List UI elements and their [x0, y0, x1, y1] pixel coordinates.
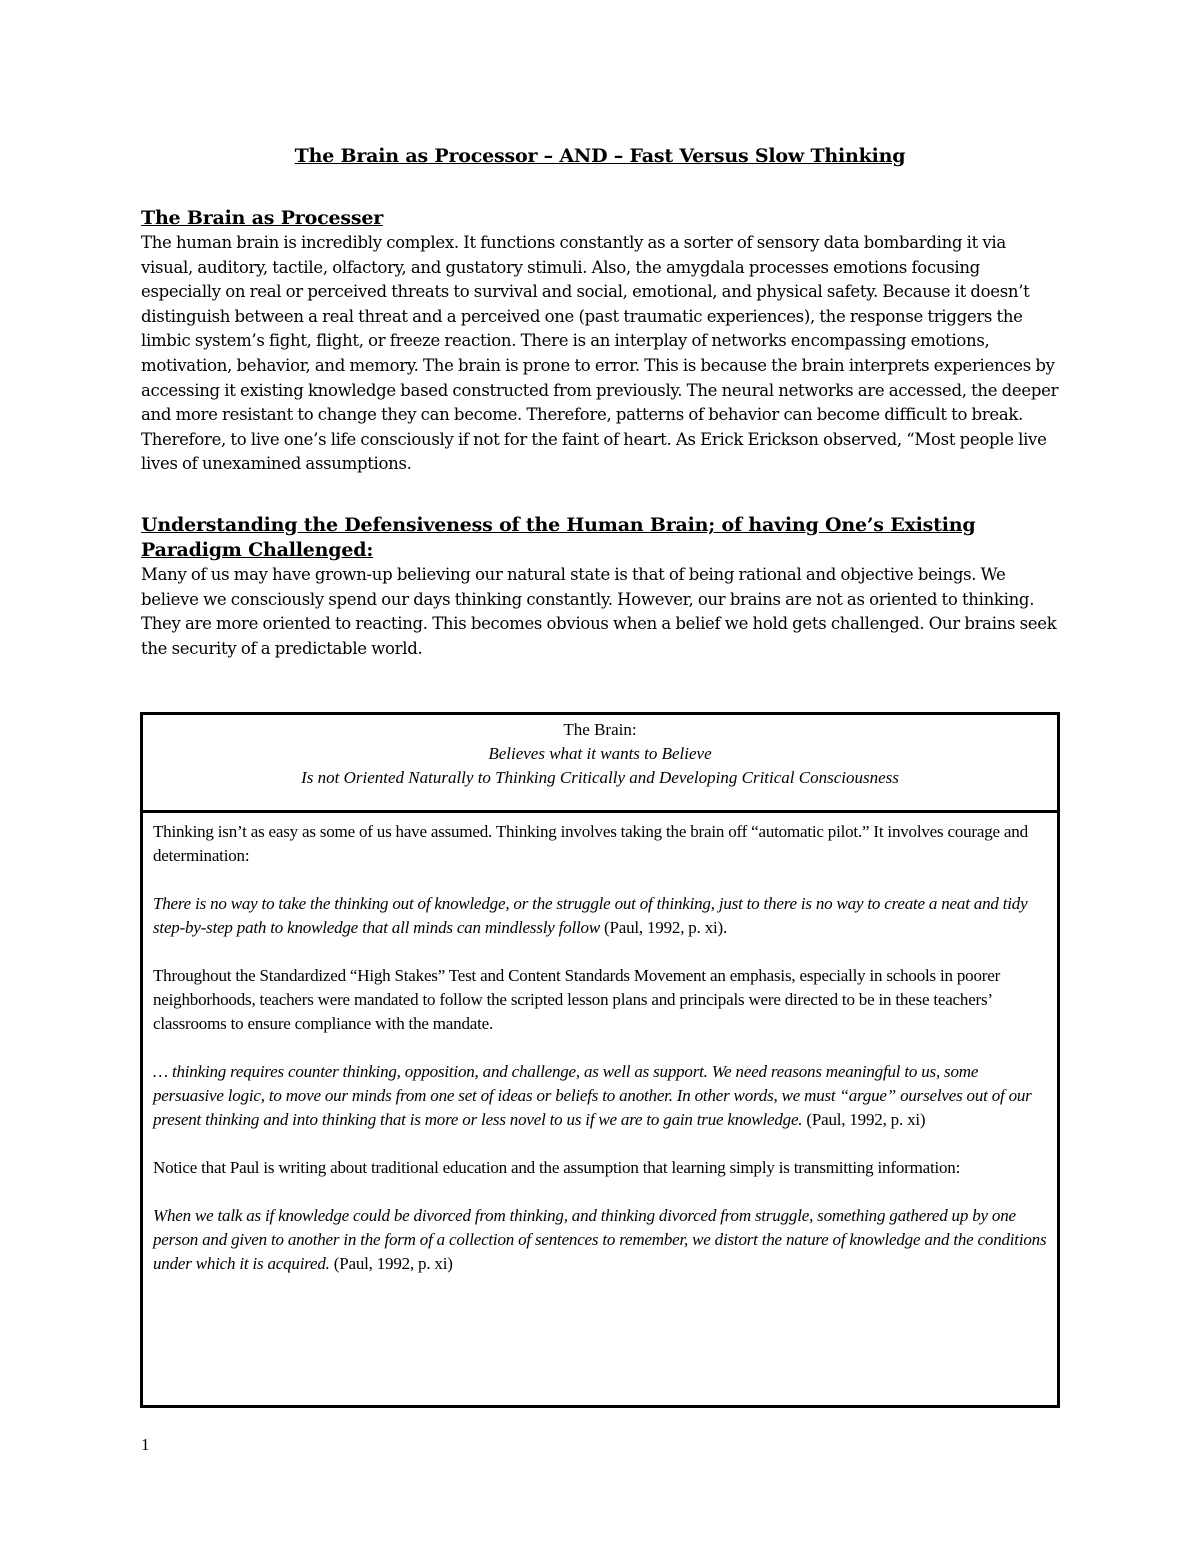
callout-paragraph: Throughout the Standardized “High Stakes” Test and Content Standards Movement an emphasis, especially in schools in poorer neighborhoods, teachers were mandated to follow the scripted lesson plans and principals were directed to be in these teachers’ classrooms to ensure compliance with the mandate. — [153, 966, 1001, 1033]
quote-citation: (Paul, 1992, p. xi) — [802, 1110, 926, 1129]
quote-text: There is no way to take the thinking out of knowledge, or the struggle out of thinking, just to there is no way to create a neat and tidy step-by-step path to knowledge that all minds can mindlessly follow — [153, 894, 1028, 937]
callout-header-subtitle: Is not Oriented Naturally to Thinking Critically and Developing Critical Consciousness — [301, 768, 899, 787]
document-title: The Brain as Processor – AND – Fast Versus Slow Thinking — [294, 145, 906, 167]
callout-paragraph: Notice that Paul is writing about traditional education and the assumption that learning simply is transmitting information: — [153, 1158, 961, 1177]
callout-paragraph: Thinking isn’t as easy as some of us have assumed. Thinking involves taking the brain off “automatic pilot.” It involves courage and determination: — [153, 822, 1028, 865]
quote-citation: (Paul, 1992, p. xi). — [599, 918, 728, 937]
section-brain-as-processer — [141, 206, 1061, 477]
quote-text: … thinking requires counter thinking, opposition, and challenge, as well as support. We need reasons meaningful to us, some persuasive logic, to move our minds from one set of ideas or beliefs to another. In other words, we must “argue” ourselves out of our present thinking and into thinking that is more or less novel to us if we are to gain true knowledge. — [153, 1062, 1032, 1129]
callout-quote — [153, 1060, 1049, 1132]
section-heading: The Brain as Processer — [141, 207, 384, 229]
callout-header-title: The Brain: — [563, 720, 637, 739]
section-paragraph: Many of us may have grown-up believing our natural state is that of being rational and objective beings. We believe we consciously spend our days thinking constantly. However, our brains are not as oriented to thinking. They are more oriented to reacting. This becomes obvious when a belief we hold gets challenged. Our brains seek the security of a predictable world. — [141, 565, 1057, 658]
brain-callout-box — [140, 712, 1060, 1408]
section-paragraph: The human brain is incredibly complex. It functions constantly as a sorter of sensory data bombarding it via visual, auditory, tactile, olfactory, and gustatory stimuli. Also, the amygdala processes emotions focusing especially on real or perceived threats to survival and social, emotional, and physical safety. Because it doesn’t distinguish between a real threat and a perceived one (past traumatic experiences), the response triggers the limbic system’s fight, flight, or freeze reaction. There is an interplay of networks encompassing emotions, motivation, behavior, and memory. The brain is prone to error. This is because the brain interprets experiences by accessing it existing knowledge based constructed from previously. The neural networks are accessed, the deeper and more resistant to change they can become. Therefore, patterns of behavior can become difficult to break. Therefore, to live one’s life consciously if not for the faint of heart. As Erick Erickson observed, “Most people live lives of unexamined assumptions. — [141, 233, 1059, 474]
callout-header — [143, 715, 1057, 813]
section-defensiveness — [141, 513, 1061, 661]
section-heading: Understanding the Defensiveness of the Human Brain; of having One’s Existing Paradigm Challenged: — [141, 514, 976, 561]
callout-header-subtitle: Believes what it wants to Believe — [488, 744, 712, 763]
page-number: 1 — [141, 1435, 150, 1454]
callout-body — [153, 820, 1049, 1300]
quote-text: When we talk as if knowledge could be divorced from thinking, and thinking divorced from struggle, something gathered up by one person and given to another in the form of a collection of sentences to remember, we distort the nature of knowledge and the conditions under which it is acquired. — [153, 1206, 1047, 1273]
quote-citation: (Paul, 1992, p. xi) — [329, 1254, 453, 1273]
callout-quote — [153, 1204, 1049, 1276]
callout-quote — [153, 892, 1049, 940]
